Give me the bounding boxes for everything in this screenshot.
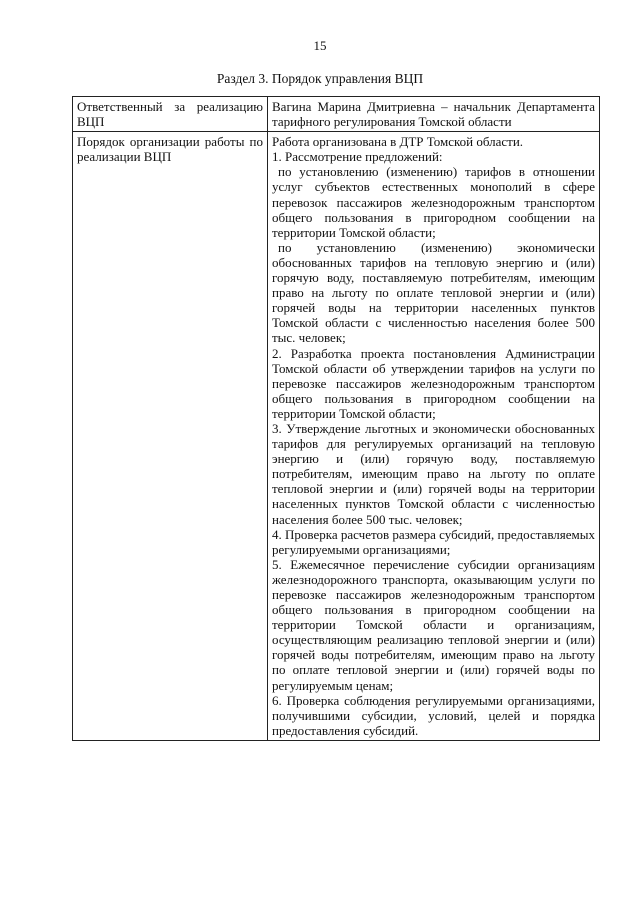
work-item-2: 2. Разработка проекта постановления Администрации Томской области об утверждении тарифов на услуги по перевозке пассажиров железнодорожным транспортом общего пользования в пригородном сообщении на территории Томской области; xyxy=(272,345,595,421)
work-item-6: 6. Проверка соблюдения регулируемыми организациями, получившими субсидии, условий, целей и порядка предоставления субсидий. xyxy=(272,692,595,738)
table-row xyxy=(73,132,600,741)
section-title: Раздел 3. Порядок управления ВЦП xyxy=(216,71,424,86)
management-table xyxy=(72,96,600,741)
work-item-3: 3. Утверждение льготных и экономически обоснованных тарифов для регулируемых организаций на тепловую энергию и (или) горячую воду, поставляемую потребителям, имеющим право на льготу по оплате тепловой энергии и (или) горячей воды на территории населенных пунктов Томской области с численностью населения более 500 тыс. человек; xyxy=(272,420,595,527)
page-number: 15 xyxy=(313,38,327,53)
table-row xyxy=(73,97,600,132)
work-item-1-subitem-heat: по установлению (изменению) экономически обоснованных тарифов на тепловую энергию и (или) горячую воду, поставляемую потребителям, имеющим право на льготу по оплате тепловой энергии и (или) горячей воды на территории населенных пунктов Томской области с численностью населения более 500 тыс. человек; xyxy=(272,239,595,346)
row-label-work-order: Порядок организации работы по реализации ВЦП xyxy=(73,132,268,741)
work-item-1-heading: 1. Рассмотрение предложений: xyxy=(272,149,443,165)
work-item-1-subitem-railway: по установлению (изменению) тарифов в отношении услуг субъектов естественных монополий в сфере перевозок пассажиров железнодорожным транспортом общего пользования в пригородном сообщении на территории Томской области; xyxy=(272,164,595,240)
row-label-responsible: Ответственный за реализацию ВЦП xyxy=(73,97,268,132)
row-value-work-order xyxy=(268,132,600,741)
work-intro-line: Работа организована в ДТР Томской области. xyxy=(272,134,524,150)
work-item-5: 5. Ежемесячное перечисление субсидии организациям железнодорожного транспорта, оказывающим услуги по перевозке пассажиров железнодорожным транспортом общего пользования в пригородном сообщении на территории Томской области и организациям, осуществляющим реализацию тепловой энергии и (или) горячей воды потребителям, имеющим право на льготу по оплате тепловой энергии и (или) горячей воды по регулируемым ценам; xyxy=(272,556,595,693)
work-item-4: 4. Проверка расчетов размера субсидий, предоставляемых регулируемыми организациями; xyxy=(272,526,595,557)
row-value-responsible: Вагина Марина Дмитриевна – начальник Департамента тарифного регулирования Томской области xyxy=(268,97,600,132)
